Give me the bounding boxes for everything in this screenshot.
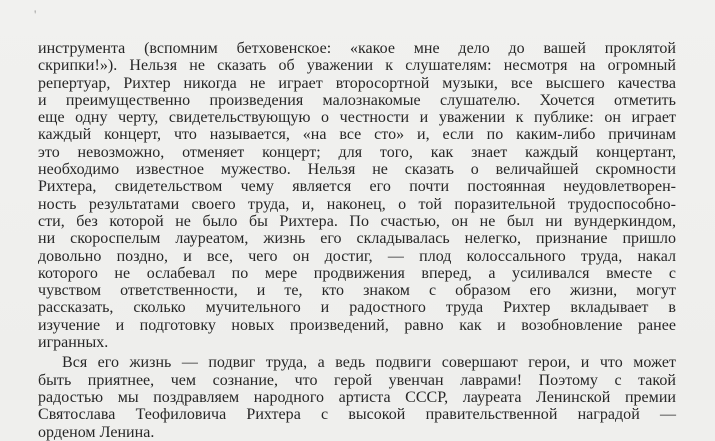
- text-line: Вся его жизнь — подвиг труда, а ведь подвиги совершают герои, и что может: [62, 354, 676, 372]
- corner-mark: ': [34, 7, 37, 22]
- text-line: еще одну черту, свидетельствующую о честности и уважении к публике: он играет: [38, 109, 676, 127]
- text-line: скрипки!»). Нельзя не сказать об уважении к слушателям: несмотря на огромный: [38, 57, 676, 75]
- text-line: Святослава Теофиловича Рихтера с высокой правительственной наградой —: [38, 406, 676, 424]
- text-line: каждый концерт, что называется, «на все сто» и, если по каким-либо причинам: [38, 126, 676, 144]
- text-line: игранных.: [38, 334, 109, 352]
- text-line: которого не ослабевал по мере продвижения вперед, а усиливался вместе с: [38, 264, 676, 282]
- paragraph-2: [38, 354, 676, 440]
- text-line: Рихтера, свидетельством чему является его почти постоянная неудовлетворен-: [38, 178, 676, 196]
- article-text: [38, 40, 676, 441]
- text-line: рассказать, сколько мучительного и радостного труда Рихтер вкладывает в: [38, 299, 676, 317]
- text-line: ность результатами своего труда, и, наконец, о той поразительной трудоспособно-: [38, 195, 676, 213]
- text-line: и преимущественно произведения малознакомые слушателю. Хочется отметить: [38, 91, 676, 109]
- text-line: инструмента (вспомним бетховенское: «какое мне дело до вашей проклятой: [38, 40, 676, 57]
- text-line: орденом Ленина.: [38, 423, 155, 441]
- text-line: радостью мы поздравляем народного артиста СССР, лауреата Ленинской премии: [38, 388, 676, 406]
- text-line: быть приятнее, чем сознание, что герой увенчан лаврами! Поэтому с такой: [38, 371, 676, 389]
- text-line: ни скороспелым лауреатом, жизнь его складывалась нелегко, признание пришло: [38, 230, 676, 248]
- text-line: это невозможно, отменяет концерт; для того, как знает каждый концертант,: [38, 143, 676, 161]
- text-line: чувством ответственности, и те, кто знаком с образом его жизни, могут: [38, 282, 676, 300]
- text-line: сти, без которой не было бы Рихтера. По счастью, он не был ни вундеркиндом,: [38, 212, 676, 230]
- text-line: репертуар, Рихтер никогда не играет второсортной музыки, все высшего качества: [38, 74, 676, 92]
- paragraph-1: [38, 40, 676, 351]
- text-line: изучение и подготовку новых произведений, равно как и возобновление ранее: [38, 316, 676, 334]
- text-line: необходимо известное мужество. Нельзя не сказать о величайшей скромности: [38, 161, 676, 179]
- text-line: довольно поздно, и все, чего он достиг, — плод колоссального труда, накал: [38, 247, 676, 265]
